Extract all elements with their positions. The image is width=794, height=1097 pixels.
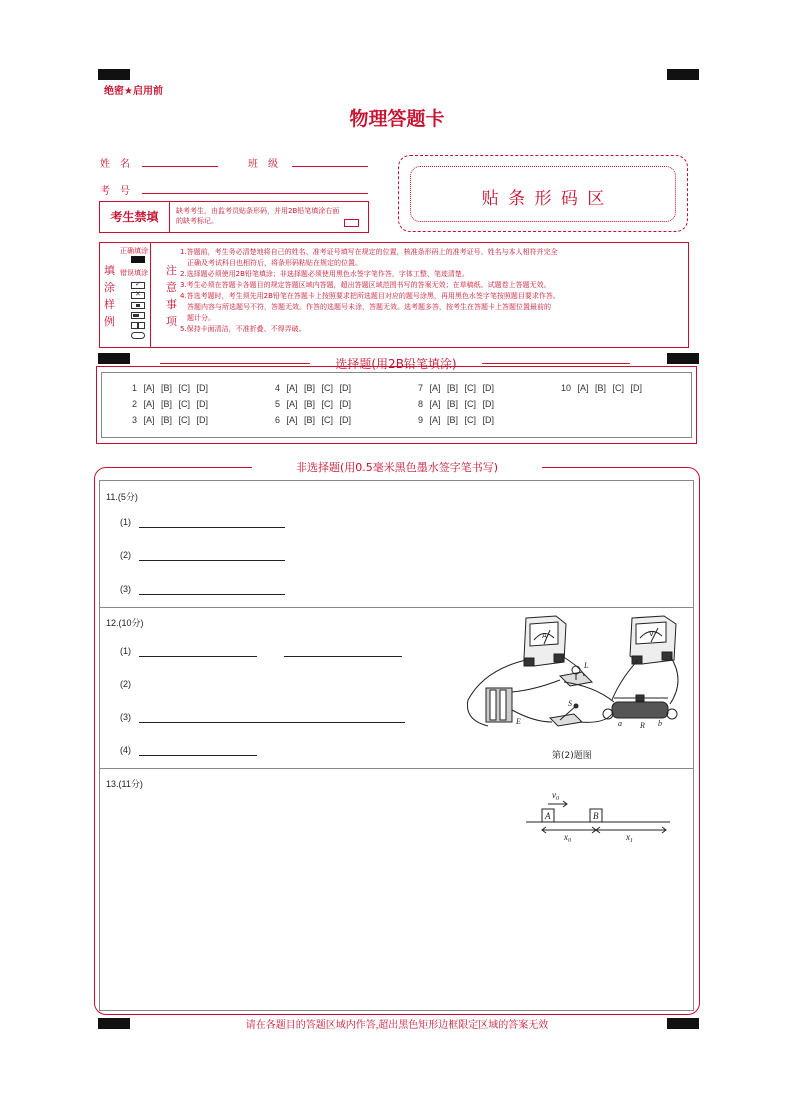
q12-title: 12.(10分) [106, 618, 144, 628]
notes-text: 1.答题前，考生务必清楚地将自己的姓名、准考证号填写在规定的位置，核准条形码上的准考证号、姓名与本人相符并完全 正确及考试科目也相符后，将条形码粘贴在规定的位置。 2.选择题必须使用2B铅笔填涂；非选择题必须使用黑色水签字笔作答，字体工整、笔迹清楚。 3.考生必须在答题卡各题目的规定答题区域内答题，超出答题区域范围书写的答案无效；在草稿纸、试题卷上答题无效。 4.答选考题时，考生须先用2B铅笔在答题卡上按照要求把所选题目对应的题号涂黑，再用黑色水签字笔按照题目要求作答。 答题内容与所选题号不符，答题无效。作答的选题号未涂，答题无效。选考题多答，按考生在答题卡上答题位置最前的 题计分。 5.保持卡面清洁，不准折叠、不得弄破。 [180, 248, 560, 333]
q11-sub3-label: (3) [120, 584, 131, 594]
q12-answer1a[interactable] [139, 656, 257, 657]
svg-text:A: A [545, 811, 551, 821]
q11-answer3[interactable] [139, 594, 285, 595]
secret-label: 绝密★启用前 [104, 86, 163, 97]
svg-text:a: a [618, 719, 622, 728]
page-title: 物理答题卡 [349, 108, 445, 130]
nonchoice-section-title: 非选择题(用0.5毫米黑色墨水签字笔书写) [252, 459, 542, 475]
id-label: 考 号 [100, 186, 130, 197]
svg-text:x1: $x_1$ [626, 832, 633, 842]
barcode-label: 贴 条 形 码 区 [481, 189, 607, 209]
svg-text:x0: $x_0$ [564, 832, 571, 842]
q11-sub1-label: (1) [120, 517, 131, 527]
barcode-area [410, 166, 676, 222]
correct-fill-label: 正确填涂 [120, 247, 148, 255]
battery-icon [486, 688, 512, 722]
q12-sub1-label: (1) [120, 646, 131, 656]
q12-answer4[interactable] [139, 755, 257, 756]
absent-box [99, 201, 369, 233]
q12-answer3[interactable] [139, 722, 405, 723]
wrong-fill-sample-circle [131, 332, 145, 339]
registration-mark-top-right [667, 69, 699, 80]
registration-mark-top-left [98, 69, 130, 80]
wrong-fill-sample-partial [131, 312, 145, 319]
correct-fill-sample [131, 256, 145, 263]
rheostat-icon [603, 695, 677, 719]
choice-section-title: 选择题(用2B铅笔填涂) [310, 355, 482, 372]
q11-answer2[interactable] [139, 560, 285, 561]
q13-motion-figure [520, 782, 676, 842]
q11-title: 11.(5分) [106, 492, 138, 502]
choice-q4[interactable]: 4 [A] [B] [C] [D] [275, 383, 352, 393]
registration-mark-mid-right [667, 353, 699, 364]
class-label: 班 级 [248, 159, 278, 170]
voltmeter-icon [630, 616, 676, 664]
absent-label: 考生禁填 [100, 202, 170, 232]
q12-sub2-label: (2) [120, 679, 131, 689]
wrong-fill-sample-dot [131, 302, 145, 309]
absent-mark-box[interactable] [344, 219, 359, 227]
wire [612, 660, 638, 700]
q12-answer1b[interactable] [284, 656, 402, 657]
choice-q10[interactable]: 10 [A] [B] [C] [D] [561, 383, 643, 393]
svg-text:E: E [516, 717, 521, 726]
choice-q2[interactable]: 2 [A] [B] [C] [D] [132, 399, 209, 409]
wire [512, 680, 560, 692]
ammeter-icon [524, 616, 566, 666]
choice-q6[interactable]: 6 [A] [B] [C] [D] [275, 415, 352, 425]
q12-circuit-figure [464, 610, 690, 742]
q11-answer1[interactable] [139, 527, 285, 528]
svg-text:A: A [542, 632, 547, 640]
svg-text:S: S [568, 699, 572, 708]
wrong-fill-sample-line [131, 322, 145, 329]
svg-text:L: L [584, 661, 589, 670]
wrong-fill-label: 错误填涂 [120, 269, 148, 277]
svg-text:B: B [593, 811, 599, 821]
q12-sub4-label: (4) [120, 745, 131, 755]
q12-sub3-label: (3) [120, 712, 131, 722]
choice-q5[interactable]: 5 [A] [B] [C] [D] [275, 399, 352, 409]
switch-icon [550, 704, 582, 726]
q11-sub2-label: (2) [120, 550, 131, 560]
wire [670, 656, 678, 704]
choice-q1[interactable]: 1 [A] [B] [C] [D] [132, 383, 209, 393]
registration-mark-mid-left [98, 353, 130, 364]
fill-example-label: 填 涂 样 例 [104, 264, 115, 328]
svg-text:R: R [640, 721, 645, 730]
wrong-fill-sample-check: ✓ [131, 282, 145, 289]
choice-q9[interactable]: 9 [A] [B] [C] [D] [418, 415, 495, 425]
name-field[interactable] [142, 166, 218, 167]
choice-q3[interactable]: 3 [A] [B] [C] [D] [132, 415, 209, 425]
wire [580, 714, 612, 722]
q12-figure-caption: 第(2)题图 [552, 751, 592, 761]
class-field[interactable] [292, 166, 368, 167]
absent-note: 缺考考生，由监考员贴条形码，并用2B铅笔填涂右面的缺考标记。 [176, 207, 340, 225]
svg-text:v0: $v_0$ [552, 790, 559, 802]
choice-q8[interactable]: 8 [A] [B] [C] [D] [418, 399, 495, 409]
id-field[interactable] [142, 193, 368, 194]
wrong-fill-sample-cross: ✕ [131, 292, 145, 299]
svg-text:V: V [649, 630, 654, 638]
name-label: 姓 名 [100, 159, 130, 170]
q13-title: 13.(11分) [106, 779, 143, 789]
choice-q7[interactable]: 7 [A] [B] [C] [D] [418, 383, 495, 393]
footer-note: 请在各题目的答题区域内作答,超出黑色矩形边框限定区域的答案无效 [245, 1020, 549, 1031]
svg-text:b: b [658, 719, 662, 728]
notes-label: 注 意 事 项 [166, 264, 177, 328]
